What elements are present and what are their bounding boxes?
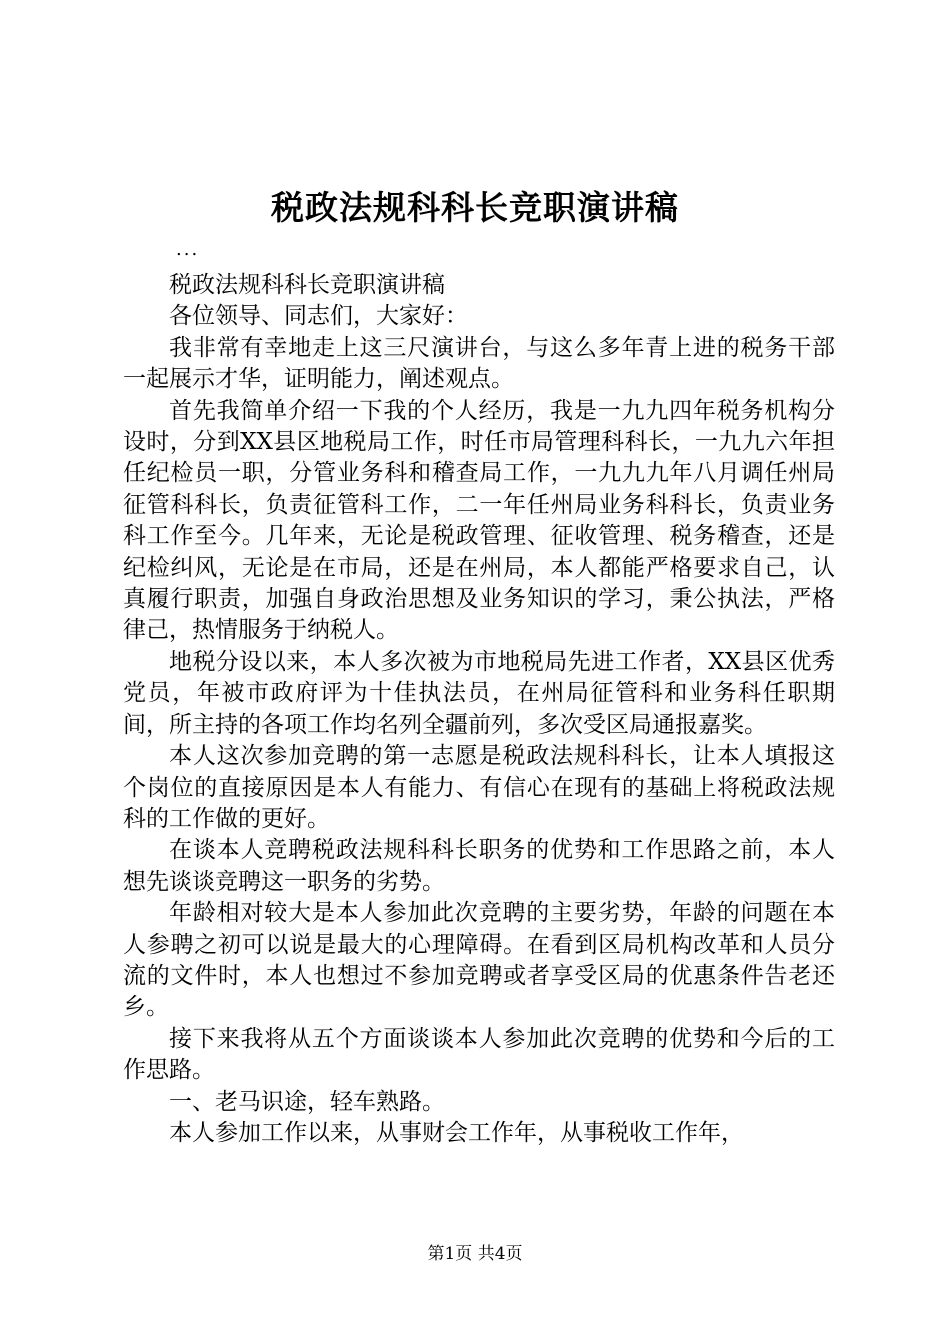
paragraph: 年龄相对较大是本人参加此次竞聘的主要劣势，年龄的问题在本人参聘之初可以说是最大的心理障碍。在看到区局机构改革和人员分流的文件时，本人也想过不参加竞聘或者享受区局的优惠条件告老还乡。 — [123, 900, 835, 1021]
paragraph: 我非常有幸地走上这三尺演讲台，与这么多年青上进的税务干部一起展示才华，证明能力，阐述观点。 — [123, 334, 835, 393]
paragraph: 接下来我将从五个方面谈谈本人参加此次竞聘的优势和今后的工作思路。 — [123, 1025, 835, 1084]
paragraph: 本人这次参加竞聘的第一志愿是税政法规科科长，让本人填报这个岗位的直接原因是本人有能力、有信心在现有的基础上将税政法规科的工作做的更好。 — [123, 743, 835, 832]
paragraph-subtitle: 税政法规科科长竞职演讲稿 — [169, 272, 445, 298]
document-body — [123, 239, 835, 1149]
paragraph: 地税分设以来，本人多次被为市地税局先进工作者，XX县区优秀党员，年被市政府评为十佳执法员，在州局征管科和业务科任职期间，所主持的各项工作均名列全疆前列，多次受区局通报嘉奖。 — [123, 648, 835, 738]
document-title: 税政法规科科长竞职演讲稿 — [271, 188, 679, 227]
paragraph: 首先我简单介绍一下我的个人经历，我是一九九四年税务机构分设时，分到XX县区地税局工作，时任市局管理科科长，一九九六年担任纪检员一职，分管业务科和稽查局工作，一九九九年八月调任州局征管科科长，负责征管科工作，二一年任州局业务科科长，负责业务科工作至今。几年来，无论是税政管理、征收管理、税务稽查，还是纪检纠风，无论是在市局，还是在州局，本人都能严格要求自己，认真履行职责，加强自身政治思想及业务知识的学习，秉公执法，严格律己，热情服务于纳税人。 — [123, 397, 835, 644]
body-top-spacer — [123, 239, 835, 270]
paragraph-greeting: 各位领导、同志们，大家好： — [169, 303, 468, 330]
paragraph: 本人参加工作以来，从事财会工作年，从事税收工作年， — [169, 1119, 744, 1146]
page-footer: 第1页 共4页 — [427, 1244, 523, 1264]
paragraph: 在谈本人竞聘税政法规科科长职务的优势和工作思路之前，本人想先谈谈竞聘这一职务的劣势。 — [123, 837, 835, 895]
section-heading: 一、老马识途，轻车熟路。 — [169, 1088, 445, 1115]
ellipsis-marker: ... — [176, 239, 200, 260]
